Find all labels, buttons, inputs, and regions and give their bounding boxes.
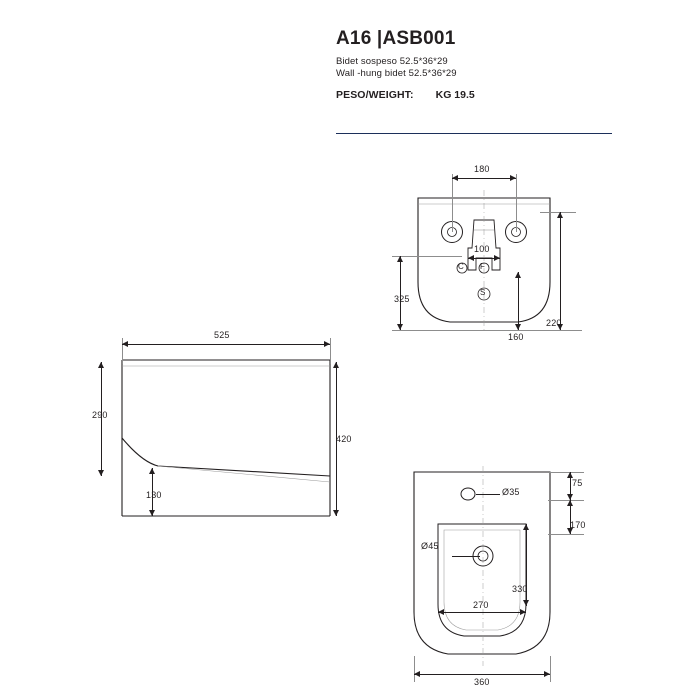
ext-line-130 [128,516,156,517]
arrow-170-up [567,500,573,506]
dim-330: 330 [512,584,528,594]
ext-line-75-bottom [548,500,584,501]
arrow-160-down [515,324,521,330]
weight-label: PESO/WEIGHT: [336,89,414,101]
leader-d45 [452,556,480,557]
ext-line-325-bottom [392,330,582,331]
arrow-325-down [397,324,403,330]
dim-line-180 [452,178,516,179]
ext-line-170-bottom [548,534,584,535]
arrow-360-left [414,671,420,677]
arrow-290-up [98,362,104,368]
arrow-180-right [510,175,516,181]
dim-290: 290 [92,410,108,420]
dim-270: 270 [473,600,489,610]
dim-360: 360 [474,677,490,687]
page-title: A16 |ASB001 [336,28,456,49]
arrow-270-right [520,609,526,615]
dim-100: 100 [474,244,490,254]
dim-line-160 [518,272,519,330]
arrow-130-up [149,468,155,474]
dim-160: 160 [508,332,524,342]
header-block [336,28,666,101]
label-s: S [480,288,486,297]
dim-line-360 [414,674,550,675]
dim-220: 220 [546,318,562,328]
dim-325: 325 [394,294,410,304]
arrow-270-left [438,609,444,615]
ext-line-75-top [548,472,584,473]
dim-170: 170 [570,520,586,530]
arrow-130-down [149,510,155,516]
arrow-420-down [333,510,339,516]
dim-line-270 [438,612,526,613]
subtitle-italian: Bidet sospeso 52.5*36*29 [336,56,448,67]
subtitle-english: Wall -hung bidet 52.5*36*29 [336,68,457,79]
arrow-420-up [333,362,339,368]
header-divider [336,133,612,134]
ext-line-360-right [550,656,551,682]
label-c: C [458,262,464,271]
leader-d35 [476,494,500,495]
ext-line-360-left [414,656,415,682]
dim-180: 180 [474,164,490,174]
arrow-160-up [515,272,521,278]
dim-75: 75 [572,478,583,488]
dim-420: 420 [336,434,352,444]
arrow-220-up [557,212,563,218]
dim-d35: Ø35 [502,487,520,497]
ext-line-180-left [452,174,453,232]
arrow-525-left [122,341,128,347]
arrow-330-up [523,524,529,530]
dim-d45: Ø45 [421,541,439,551]
arrow-100-left [468,255,474,261]
ext-line-525-right [330,338,331,364]
ext-line-180-right [516,174,517,232]
arrow-180-left [452,175,458,181]
label-f: F [480,262,486,271]
dim-line-220 [560,212,561,330]
front-view [400,164,640,350]
arrow-360-right [544,671,550,677]
weight-value: KG 19.5 [435,89,475,101]
arrow-100-right [494,255,500,261]
dim-130: 130 [146,490,162,500]
dim-line-525 [122,344,330,345]
arrow-325-up [397,256,403,262]
arrow-330-down [523,600,529,606]
arrow-525-right [324,341,330,347]
dim-525: 525 [214,330,230,340]
dim-line-325 [400,256,401,330]
front-view-geometry [400,170,640,350]
arrow-290-down [98,470,104,476]
weight-row [336,89,666,101]
